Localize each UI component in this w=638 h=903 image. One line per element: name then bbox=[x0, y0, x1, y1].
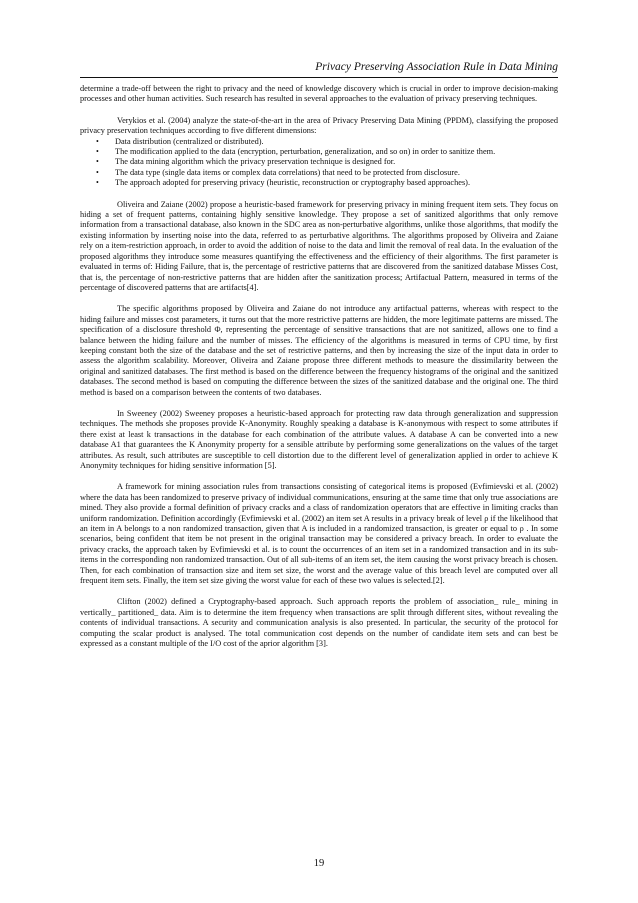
list-item: • The data type (single data items or complex data correlations) that need to be protected from disclosure. bbox=[96, 167, 460, 177]
paragraph-verykios: Verykios et al. (2004) analyze the state-of-the-art in the area of Privacy Preserving Data Mining (PPDM), classifying the proposed privacy preservation techniques according to five different dimensions: bbox=[80, 115, 558, 136]
page-number: 19 bbox=[313, 858, 325, 869]
paragraph-specific-algorithms: The specific algorithms proposed by Oliveira and Zaiane do not introduce any artifactual patterns, whereas with respect to the hiding failure and misses cost parameters, it turns out that the more restrictive patterns are hidden, the more legitimate patterns are missed. The specification of a disclosure threshold Φ, representing the percentage of sensitive transactions that are not sanitized, allows one to find a balance between the hiding failure and the number of misses. The efficiency of the algorithms is measured in terms of CPU time, by first keeping constant both the size of the database and the set of restrictive patterns, and then by increasing the size of the input data in order to assess the algorithm scalability. Moreover, Oliveira and Zaiane propose three different methods to measure the dissimilarity between the original and sanitized databases. The first method is based on the difference between the frequency histograms of the original and the sanitized databases. The second method is based on computing the difference between the sizes of the sanitized database and the original one. The third method is based on a comparison between the contents of two databases. bbox=[80, 304, 558, 397]
bullet-icon: • bbox=[96, 136, 99, 146]
running-header: Privacy Preserving Association Rule in Data Mining bbox=[315, 61, 558, 73]
paragraph-clifton: Clifton (2002) defined a Cryptography-based approach. Such approach reports the problem of association_ rule_ mining in vertically_ partitioned_ data. Aim is to determine the item frequency when transactions are split through different sites, without revealing the contents of individual transactions. A security and communication analysis is also presented. In particular, the security of the protocol for computing the scalar product is analysed. The total communication cost depends on the number of candidate item sets and can best be expressed as a constant multiple of the I/O cost of the aprior algorithm [3]. bbox=[80, 597, 558, 649]
paragraph-evfimievski: A framework for mining association rules from transactions consisting of categorical items is proposed (Evfimievski et al. (2002) where the data has been randomized to preserve privacy of individual communications, ensuring at the same time that only true associations are mined. They also provide a formal definition of privacy cracks and a class of randomization operators that are effective in limiting cracks than uniform randomization. Definition accordingly (Evfimievski et al. (2002) an item set A results in a privacy break of level ρ if the likelihood that an item in A belongs to a non randomized transaction, given that A is included in a randomized transaction, is greater or equal to ρ . In some scenarios, being confident that item be not present in the original transaction may be considered a privacy breach. In order to evaluate the privacy cracks, the approach taken by Evfimievski et al. is to count the occurrences of an item set in a randomized transaction and in its sub-items in the corresponding non randomized transaction. Out of all sub-items of an item set, the item causing the worst privacy breach is chosen. Then, for each combination of transaction size and item set size, the worst and the average value of this breach level are computed over all frequent item sets. Finally, the item set size giving the worst value for each of these two values is selected.[2]. bbox=[80, 482, 558, 586]
list-item: • The data mining algorithm which the privacy preservation technique is designed for. bbox=[96, 157, 396, 167]
bullet-icon: • bbox=[96, 147, 99, 157]
dimensions-list bbox=[80, 137, 558, 189]
body-text bbox=[80, 84, 558, 661]
paragraph-sweeney: In Sweeney (2002) Sweeney proposes a heuristic-based approach for protecting raw data through generalization and suppression techniques. The methods she proposes provide K-Anonymity. Roughly speaking a database is K-anonymous with respect to some attributes if there exist at least k transactions in the database for each combination of the attribute values. A database A can be converted into a new database A1 that guarantees the K Anonymity property for a sensible attribute by performing some generalizations on the values of the target attributes. As result, such attributes are susceptible to cell distortion due to the different level of generalization applied in order to achieve K Anonymity techniques for hiding sensitive information [5]. bbox=[80, 408, 558, 470]
bullet-icon: • bbox=[96, 157, 99, 167]
header-rule bbox=[80, 77, 558, 78]
bullet-icon: • bbox=[96, 178, 99, 188]
list-item: • Data distribution (centralized or distributed). bbox=[96, 136, 264, 146]
bullet-icon: • bbox=[96, 167, 99, 177]
paragraph-continuation: determine a trade-off between the right to privacy and the need of knowledge discovery which is crucial in order to improve decision-making processes and other human activities. Such research has resulted in several approaches to the evaluation of privacy preserving techniques. bbox=[80, 84, 558, 104]
paragraph-oliveira-zaiane: Oliveira and Zaiane (2002) propose a heuristic-based framework for preserving privacy in mining frequent item sets. They focus on hiding a set of frequent patterns, containing highly sensitive knowledge. They propose a set of sanitized algorithms that only remove information from a transactional database, also known in the SDC area as non-perturbative algorithms, unlike those algorithms, that modify the existing information by inserting noise into the data, referred to as perturbative algorithms. The algorithms proposed by Oliveira and Zaiane rely on a item-restriction approach, in order to avoid the addition of noise to the data and limit the removal of real data. In the evaluation of the proposed algorithms they introduce some measures quantifying the effectiveness and the efficiency of their algorithms. The first parameter is evaluated in terms of: Hiding Failure, that is, the percentage of restrictive patterns that are discovered from the sanitized database Misses Cost, that is, the percentage of non-restrictive patterns that are hidden after the sanitization process; Artifactual Pattern, measured in terms of the percentage of discovered patterns that are artifacts[4]. bbox=[80, 199, 558, 292]
list-item: • The modification applied to the data (encryption, perturbation, generalization, and so on) in order to sanitize them. bbox=[96, 147, 496, 157]
list-item: • The approach adopted for preserving privacy (heuristic, reconstruction or cryptography based approaches). bbox=[96, 178, 471, 188]
